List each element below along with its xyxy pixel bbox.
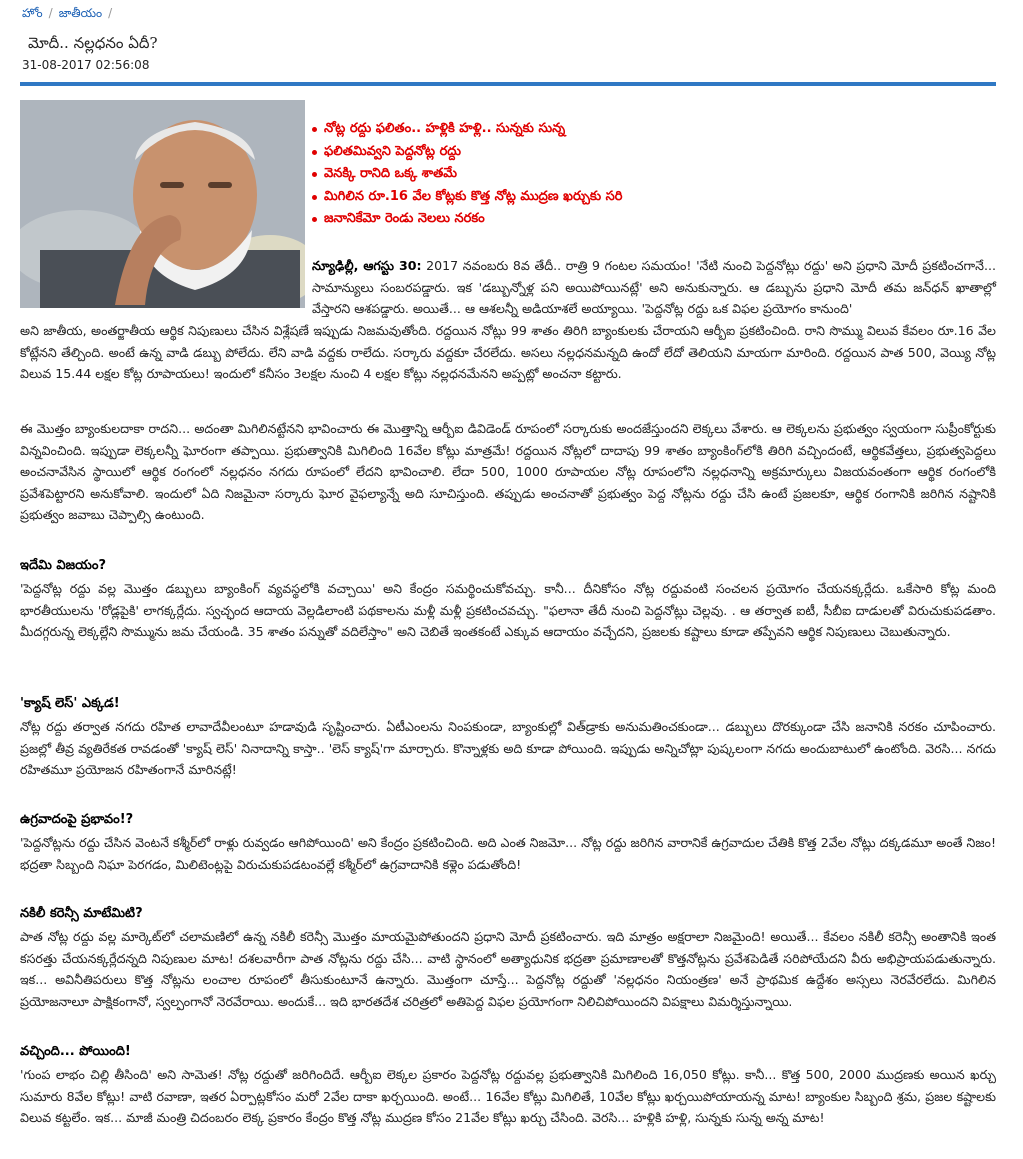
body-paragraph: 'పెద్దనోట్ల రద్దు వల్ల మొత్తం డబ్బులు బ్యాంకింగ్ వ్యవస్థలోకి వచ్చాయి' అని కేంద్రం సమర్థించుకోవచ్చు. కానీ... దీనికోసం నోట్ల రద్దువంటి సంచలన ప్రయోగం చేయనక్కర్లేదు. ఒకేసారి కోట్ల మంది భారతీయులను 'రోడ్లపైకి' లాగక్కర్లేదు. స్వచ్ఛంద ఆదాయ వెల్లడిలాంటి పథకాలను మళ్లీ మళ్లీ ప్రకటించవచ్చు. "ఫలానా తేదీ నుంచి పెద్దనోట్లు చెల్లవు. . ఆ తర్వాత ఐటీ, సీబీఐ దాడులతో విరుచుకుపడతాం. మీదగ్గరున్న లెక్కల్లేని సొమ్మును జమ చేయండి. 35 శాతం పన్నుతో వదిలేస్తాం" అని చెబితే ఇంతకంటే ఎక్కువ ఆదాయం వచ్చేదని, ప్రజలకు కష్టాలు కూడా తప్పేవని ఆర్థిక నిపుణులు చెబుతున్నారు. <box>20 581 996 640</box>
portrait-image <box>20 100 305 308</box>
dateline: న్యూఢిల్లీ, ఆగస్టు 30: <box>312 258 422 273</box>
article-photo <box>20 100 305 308</box>
section-heading: ఇదేమి విజయం? <box>20 558 107 573</box>
lead-paragraph-continued: అని జాతీయ, అంతర్జాతీయ ఆర్థిక నిపుణులు చేసిన విశ్లేషణే ఇప్పుడు నిజమవుతోంది. రద్దయిన నోట్లు 99 శాతం తిరిగి బ్యాంకులకు చేరాయని ఆర్బీఐ ప్రకటించింది. రాని సొమ్ము విలువ కేవలం రూ.16 వేల కోట్లేనని తేల్చింది. అంటే ఉన్న వాడి డబ్బు పోలేదు. లేని వాడి వద్దకు రాలేదు. సర్కారు వద్దకూ చేరలేదు. అసలు నల్లధనమన్నది ఉందో లేదో తెలియని మాయగా మారింది. రద్దయిన పాత 500, వెయ్యి నోట్ల విలువ 15.44 లక్షల కోట్ల రూపాయలు! ఇందులో కనీసం 3లక్షల నుంచి 4 లక్షల కోట్లు నల్లధనమేనని అప్పట్లో అంచనా కట్టారు. <box>20 323 996 382</box>
section-heading: నకిలీ కరెన్సీ మాటేమిటి? <box>20 906 143 921</box>
body-paragraph: ఈ మొత్తం బ్యాంకులదాకా రాదని... అదంతా మిగిలినట్టేనని భావించారు ఈ మొత్తాన్ని ఆర్బీఐ డివిడెండ్ రూపంలో సర్కారుకు అందజేస్తుందని లెక్కలు వేశారు. ఆ లెక్కలను ప్రభుత్వం స్వయంగా సుప్రీంకోర్టుకు విన్నవించింది. ఇప్పుడా లెక్కలన్నీ ఘోరంగా తప్పాయి. ప్రభుత్వానికి మిగిలింది 16వేల కోట్లు మాత్రమే! రద్దయిన నోట్లలో దాదాపు 99 శాతం బ్యాంకింగ్‌లోకి తిరిగి వచ్చిందంటే, ఆర్థికవేత్తలు, ప్రభుత్వపెద్దలు అంచనావేసిన స్థాయిలో ఆర్థిక రంగంలో నల్లధనం నగదు రూపంలో లేదని భావించాలి. లేదా 500, 1000 రూపాయల నోట్ల రూపంలోని నల్లధనాన్ని అక్రమార్కులు విజయవంతంగా ఆర్థిక రంగంలోకి ప్రవేశపెట్టారని అనుకోవాలి. ఇందులో ఏది నిజమైనా సర్కారు ఘోర వైఫల్యాన్నే అది సూచిస్తుంది. తప్పుడు అంచనాతో ప్రభుత్వం పెద్ద నోట్లను రద్దు చేసి ఉంటే ప్రజలకూ, ఆర్థిక రంగానికి జరిగిన నష్టానికి ప్రభుత్వం జవాబు చెప్పాల్సి ఉంటుంది. <box>20 421 996 523</box>
highlight-item: ఫలితమివ్వని పెద్దనోట్ల రద్దు <box>312 141 623 164</box>
breadcrumb-separator: / <box>48 6 53 20</box>
lead-text: 2017 నవంబరు 8వ తేదీ.. రాత్రి 9 గంటల సమయం! 'నేటి నుంచి పెద్దనోట్లు రద్దు' అని ప్రధాని మోదీ ప్రకటించగానే... సామాన్యులు సంబరపడ్డారు. ఇక 'డబ్బున్నోళ్ల పని అయిపోయినట్లే' అని అనుకున్నారు. ఆ డబ్బును ప్రధాని మోదీ తమ జన్‌ధన్ ఖాతాల్లో వేస్తారని ఆశపడ్డారు. అయితే... ఆ ఆశలన్నీ అడియాశలే అయ్యాయి. 'పెద్దనోట్ల రద్దు ఒక విఫల ప్రయోగం కానుంది' <box>312 258 997 317</box>
highlight-item: వెనక్కి రానిది ఒక్క శాతమే <box>312 163 623 186</box>
breadcrumb-home[interactable]: హోం <box>22 6 43 20</box>
article-date: 31-08-2017 02:56:08 <box>22 58 150 72</box>
section-heading: 'క్యాష్ లెస్' ఎక్కడ! <box>20 696 120 711</box>
highlight-item: మిగిలిన రూ.16 వేల కోట్లకు కొత్త నోట్ల ముద్రణ ఖర్చుకు సరి <box>312 186 623 209</box>
title-divider <box>20 82 996 86</box>
section-heading: వచ్చింది... పోయింది! <box>20 1044 131 1059</box>
body-paragraph: 'పెద్దనోట్లను రద్దు చేసిన వెంటనే కశ్మీర్‌లో రాళ్లు రువ్వడం ఆగిపోయింది' అని కేంద్రం ప్రకటించింది. అది ఎంత నిజమో... నోట్ల రద్దు జరిగిన వారానికే ఉగ్రవాదుల చేతికి కొత్త 2వేల నోట్లు దక్కడమూ అంతే నిజం! భద్రతా సిబ్బంది నిఘా పెరగడం, మిలిటెంట్లపై విరుచుకుపడటంవల్లే కశ్మీర్‌లో ఉగ్రవాదానికి కళ్లెం పడుతోంది! <box>20 835 996 872</box>
section-heading: ఉగ్రవాదంపై ప్రభావం!? <box>20 812 134 827</box>
lead-paragraph <box>312 255 996 320</box>
breadcrumb-separator: / <box>108 6 113 20</box>
body-paragraph: నోట్ల రద్దు తర్వాత నగదు రహిత లావాదేవీలంటూ హడావుడి సృష్టించారు. ఏటీఎంలను నింపకుండా, బ్యాంకుల్లో విత్‌డ్రాకు అనుమతించకుండా... డబ్బులు దొరక్కుండా చేసి జనానికి నరకం చూపించారు. ప్రజల్లో తీవ్ర వ్యతిరేకత రావడంతో 'క్యాష్ లెస్' నినాదాన్ని కాస్తా.. 'లెస్ క్యాష్'గా మార్చారు. కొన్నాళ్లకు అది కూడా పోయింది. ఇప్పుడు అన్నిచోట్లా పుష్కలంగా నగదు అందుబాటులో ఉంటోంది. వెరసి... నగదు రహితమూ ప్రయోజన రహితంగానే మారినట్లే! <box>20 719 996 778</box>
highlights-list <box>312 118 623 231</box>
page-title: మోదీ.. నల్లధనం ఏదీ? <box>28 34 158 52</box>
highlight-item: నోట్ల రద్దు ఫలితం.. హళ్లికి హళ్లి.. సున్నకు సున్న <box>312 118 623 141</box>
breadcrumb <box>22 6 118 23</box>
body-paragraph: 'గుంప లాభం చిల్లి తీసింది' అని సామెత! నోట్ల రద్దుతో జరిగిందిదే. ఆర్బీఐ లెక్కల ప్రకారం పెద్దనోట్ల రద్దువల్ల ప్రభుత్వానికి మిగిలింది 16,050 కోట్లు. కానీ... కొత్త 500, 2000 ముద్రణకు అయిన ఖర్చు సుమారు 8వేల కోట్లు! వాటి రవాణా, ఇతర ఏర్పాట్లకోసం మరో 2వేల దాకా ఖర్చయింది. అంటే... 16వేల కోట్లు మిగిలితే, 10వేల కోట్లు ఖర్చయిపోయాయన్న మాట! బ్యాంకుల సిబ్బంది శ్రమ, ప్రజల కష్టాలకు విలువ కట్టలేం. ఇక... మాజీ మంత్రి చిదంబరం లెక్క ప్రకారం కేంద్రం కొత్త నోట్ల ముద్రణ కోసం 21వేల కోట్లు ఖర్చు చేసింది. వెరసి... హళ్లికి హళ్లి, సున్నకు సున్న అన్న మాట! <box>20 1067 996 1126</box>
highlight-item: జనానికేమో రెండు నెలలు నరకం <box>312 208 623 231</box>
body-paragraph: పాత నోట్ల రద్దు వల్ల మార్కెట్‌లో చలామణిలో ఉన్న నకిలీ కరెన్సీ మొత్తం మాయమైపోతుందని ప్రధాని మోదీ ప్రకటించారు. ఇది మాత్రం అక్షరాలా నిజమైంది! అయితే... కేవలం నకిలీ కరెన్సీ అంతానికి ఇంత కసరత్తు చేయనక్కర్లేదన్నది నిపుణుల మాట! దశలవారీగా పాత నోట్లను రద్దు చేసి... వాటి స్థానంలో అత్యాధునిక భద్రతా ప్రమాణాలతో కొత్తనోట్లను ప్రవేశపెడితే సరిపోయేదని వీరు అభిప్రాయపడుతున్నారు. ఇక... అవినీతిపరులు కొత్త నోట్లను లంచాల రూపంలో తీసుకుంటూనే ఉన్నారు. మొత్తంగా చూస్తే... పెద్దనోట్ల రద్దుతో 'నల్లధనం నియంత్రణ' అనే ప్రాథమిక ఉద్దేశం అస్సలు నెరవేరలేదు. మిగిలిన ప్రయోజనాలూ పాక్షికంగానో, స్వల్పంగానో నెరవేరాయి. అందుకే... ఇది భారతదేశ చరిత్రలో అతిపెద్ద విఫల ప్రయోగంగా నిలిచిపోయిందని విపక్షాలు విమర్శిస్తున్నాయి. <box>20 929 996 1009</box>
breadcrumb-category[interactable]: జాతీయం <box>58 6 103 20</box>
